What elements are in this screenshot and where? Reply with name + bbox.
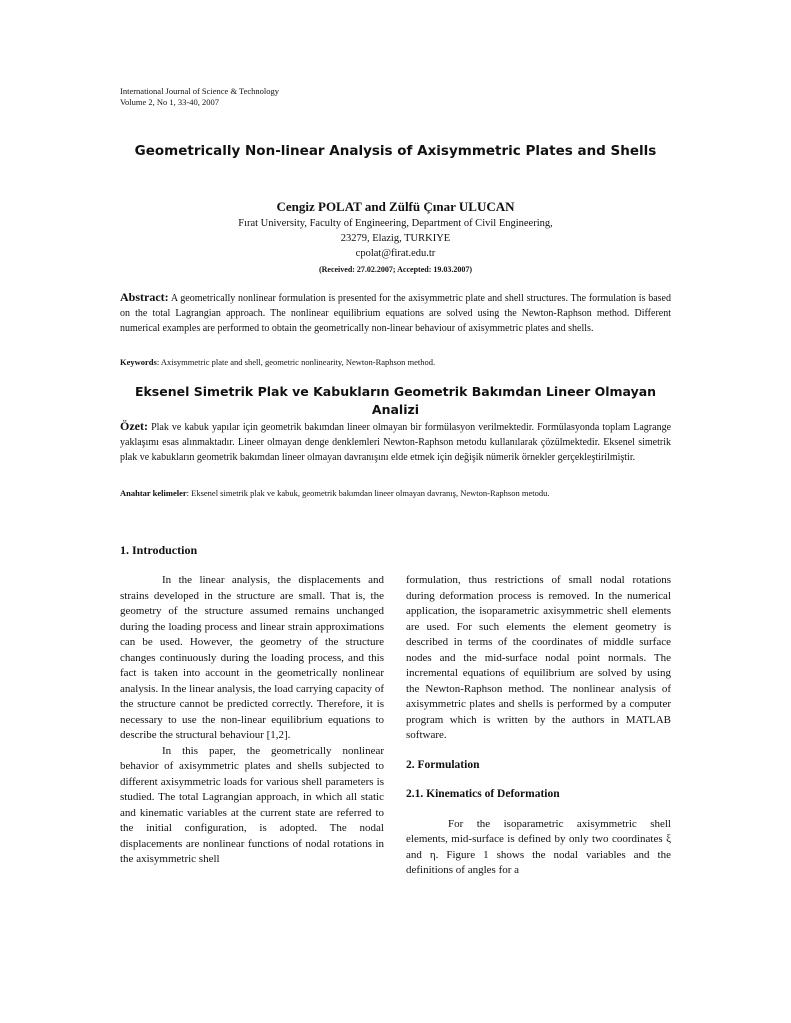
paragraph: In the linear analysis, the displacements and strains developed in the structure are small. That is, the geometry of the structure assumed remains unchanged during the loading process and linear strain approximations can be used. However, the geometry of the structure changes continuously during the loading process, and this fact is taken into account in the geometrically nonlinear analysis. In the linear analysis, the load carrying capacity of the structure cannot be predicted correctly. Therefore, it is necessary to use the non-linear equilibrium equations to describe the structural behaviour [1,2]. [120, 574, 384, 741]
keywords [120, 357, 671, 368]
section-heading: 1. Introduction [120, 543, 198, 557]
anahtar-text: : Eksenel simetrik plak ve kabuk, geometrik bakımdan lineer olmayan davranış, Newton-Raphson metodu. [186, 488, 550, 498]
abstract-text: A geometrically nonlinear formulation is presented for the axisymmetric plate and shell structures. The formulation is based on the total Lagrangian approach. The nonlinear equilibrium equations are solved using the Newton-Raphson method. Different numerical examples are performed to obtain the geometrically non-linear behaviour of axisymmetric plates and shells. [120, 293, 671, 334]
anahtar-label: Anahtar kelimeler [120, 488, 187, 498]
paragraph: In this paper, the geometrically nonlinear behavior of axisymmetric plates and shells subjected to different axisymmetric loads for various shell parameters is studied. The total Lagrangian approach, in which all static and kinematic variables at the current state are referred to the initial configuration, is adopted. The nodal displacements are nonlinear functions of nodal rotations in the axisymmetric shell [120, 744, 384, 865]
keywords-label: Keywords [120, 357, 157, 367]
received-dates: (Received: 27.02.2007; Accepted: 19.03.2007) [318, 265, 473, 274]
abstract-label: Abstract: [120, 290, 169, 304]
affiliation [120, 216, 671, 261]
paragraph: formulation, thus restrictions of small nodal rotations during deformation process is removed. In the numerical application, the isoparametric axisymmetric shell elements are used. For such elements the element geometry is described in terms of the coordinates of middle surface nodes and the mid-surface nodal point normals. The incremental equations of equilibrium are solved by using the Newton-Raphson method. The nonlinear analysis of axisymmetric plates and shells is performed by a computer program which is written by the authors in MATLAB software. [406, 574, 671, 741]
affiliation-address: 23279, Elazig, TURKIYE [340, 233, 451, 244]
journal-volume: Volume 2, No 1, 33-40, 2007 [120, 97, 220, 107]
affiliation-line: Fırat University, Faculty of Engineering, Department of Civil Engineering, [238, 218, 553, 229]
left-column [120, 573, 384, 868]
turkish-title: Eksenel Simetrik Plak ve Kabukların Geometrik Bakımdan Lineer Olmayan Analizi [134, 384, 657, 417]
section-heading: 2. Formulation [406, 758, 480, 771]
paper-title: Geometrically Non-linear Analysis of Axisymmetric Plates and Shells [134, 143, 657, 159]
ozet-text: Plak ve kabuk yapılar için geometrik bakımdan lineer olmayan bir formülasyon verilmektedir. Formülasyonda toplam Lagrange yaklaşımı esas alınmaktadır. Lineer olmayan denge denklemleri Newton-Raphson metodu kullanılarak çözülmektedir. Eksenel simetrik plak ve kabukların geometrik bakımdan lineer olmayan davranışını elde etmek için değişik nümerik örnekler gerçekleştirilmiştir. [120, 422, 672, 463]
journal-info [120, 86, 279, 108]
anahtar-kelimeler [120, 487, 671, 500]
ozet [120, 419, 671, 465]
abstract [120, 290, 671, 336]
keywords-text: : Axisymmetric plate and shell, geometric nonlinearity, Newton-Raphson method. [156, 357, 436, 367]
author-email: cpolat@firat.edu.tr [355, 248, 436, 259]
right-column [406, 573, 671, 879]
subsection-heading: 2.1. Kinematics of Deformation [406, 788, 560, 800]
journal-name: International Journal of Science & Technology [120, 86, 280, 96]
paragraph: For the isoparametric axisymmetric shell elements, mid-surface is defined by only two coordinates ξ and η. Figure 1 shows the nodal variables and the definitions of angles for a [406, 817, 671, 876]
ozet-label: Özet: [120, 419, 148, 433]
authors: Cengiz POLAT and Zülfü Çınar ULUCAN [276, 199, 515, 214]
